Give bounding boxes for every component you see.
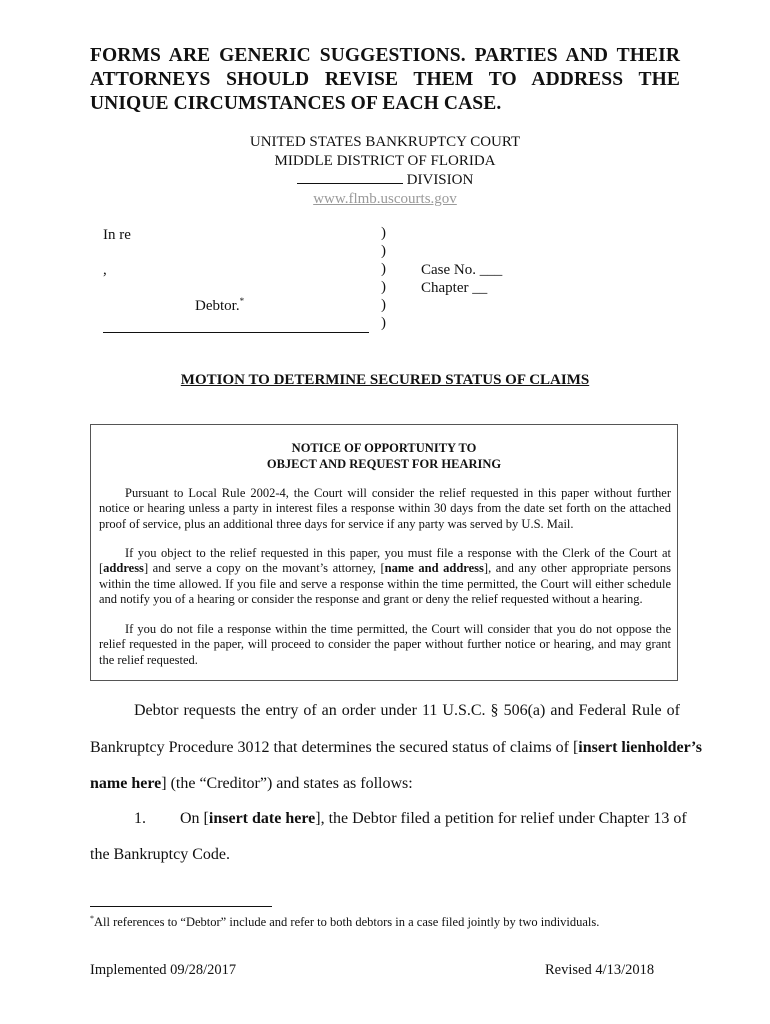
body-line-3: name here] (the “Creditor”) and states as follows: bbox=[90, 775, 413, 792]
debtor-signature-line bbox=[103, 332, 369, 333]
in-re-label: In re bbox=[103, 227, 131, 243]
numbered-item-1-text: On [insert date here], the Debtor filed a petition for relief under Chapter 13 of bbox=[180, 810, 687, 827]
footer-implemented-date: Implemented 09/28/2017 bbox=[90, 962, 237, 978]
notice-title-line1: NOTICE OF OPPORTUNITY TO bbox=[291, 441, 477, 455]
debtor-name-comma: , bbox=[103, 262, 107, 278]
case-caption: In re , Debtor.* ) ) ) ) ) ) Case No. ___ Chapter __ bbox=[103, 225, 503, 331]
body-line-2: Bankruptcy Procedure 3012 that determines the secured status of claims of [insert lienholder’s bbox=[90, 739, 702, 756]
numbered-item-1-number: 1. bbox=[134, 810, 146, 827]
body-line-5: the Bankruptcy Code. bbox=[90, 846, 230, 863]
debtor-footnote-mark: * bbox=[239, 296, 245, 306]
division-blank bbox=[297, 170, 403, 184]
footnote bbox=[90, 914, 599, 930]
court-name: UNITED STATES BANKRUPTCY COURT bbox=[249, 134, 521, 150]
court-heading bbox=[0, 133, 770, 208]
body-line-1: Debtor requests the entry of an order under 11 U.S.C. § 506(a) and Federal Rule of bbox=[134, 702, 680, 719]
notice-title bbox=[91, 441, 677, 472]
chapter-field: Chapter __ bbox=[421, 280, 488, 296]
debtor-label: Debtor.* bbox=[195, 296, 245, 314]
court-division bbox=[0, 170, 770, 190]
notice-box bbox=[90, 424, 678, 681]
case-number-field: Case No. ___ bbox=[421, 262, 503, 278]
notice-paragraph-2: If you object to the relief requested in this paper, you must file a response with the Clerk of the Court at [address] and serve a copy on the movant’s attorney, [name and address], and any other appropriate persons within the time allowed. If you file and serve a response within the time permitted, the Court will either schedule and notify you of a hearing or consider the response and grant or deny the relief requested without a hearing. bbox=[99, 546, 671, 606]
notice-paragraph-1: Pursuant to Local Rule 2002-4, the Court will consider the relief requested in this paper without further notice or hearing unless a party in interest files a response within 30 days from the date set forth on the attached proof of service, plus an additional three days for service if any party was served by U.S. Mail. bbox=[99, 486, 671, 531]
notice-paragraph-3: If you do not file a response within the time permitted, the Court will consider that you do not oppose the relief requested in the paper, will proceed to consider the paper without further notice or hearing, and may grant the relief requested. bbox=[99, 622, 671, 667]
notice-title-line2: OBJECT AND REQUEST FOR HEARING bbox=[266, 456, 502, 471]
court-website-link[interactable]: www.flmb.uscourts.gov bbox=[313, 190, 457, 207]
footnote-separator bbox=[90, 906, 272, 907]
court-district: MIDDLE DISTRICT OF FLORIDA bbox=[274, 152, 496, 169]
motion-title: MOTION TO DETERMINE SECURED STATUS OF CLAIMS bbox=[180, 372, 590, 388]
forms-disclaimer-banner: FORMS ARE GENERIC SUGGESTIONS. PARTIES AND THEIR ATTORNEYS SHOULD REVISE THEM TO ADDRESS THE UNIQUE CIRCUMSTANCES OF EACH CASE. bbox=[90, 45, 680, 114]
footnote-mark: * bbox=[90, 914, 94, 923]
footer-revised-date: Revised 4/13/2018 bbox=[545, 962, 655, 978]
division-label: DIVISION bbox=[406, 172, 474, 188]
footnote-text: All references to “Debtor” include and refer to both debtors in a case filed jointly by two individuals. bbox=[94, 915, 600, 930]
